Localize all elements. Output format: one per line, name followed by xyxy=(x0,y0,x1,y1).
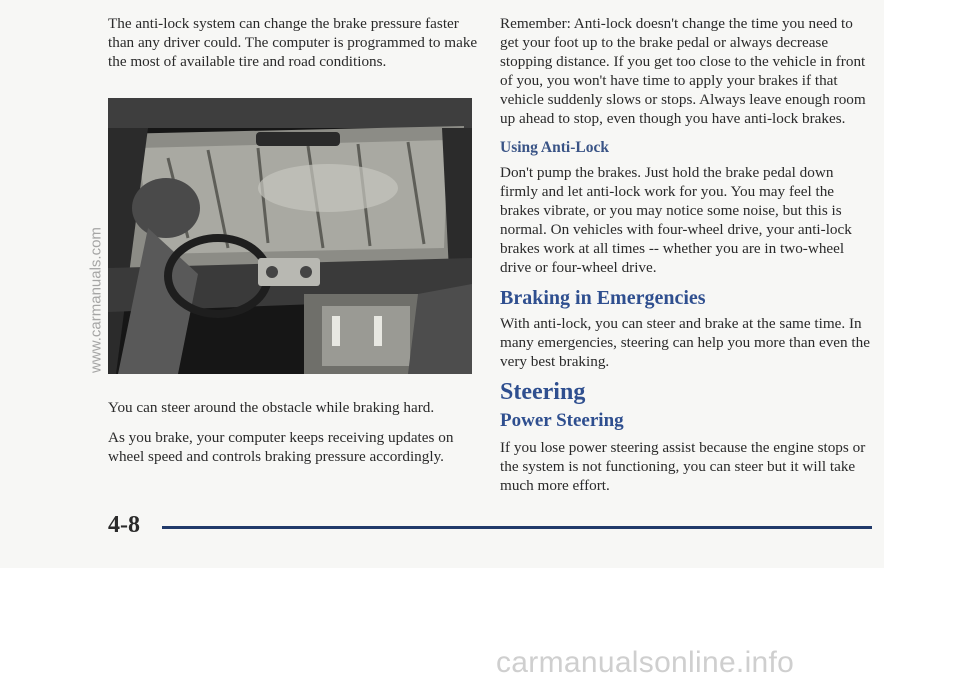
using-anti-lock-paragraph: Don't pump the brakes. Just hold the brake pedal down firmly and let anti-lock work for you. You may feel the brakes vibrate, or you may notice some noise, but this is normal. On vehicles with four-wheel drive, your anti-lock brakes work at all times -- whether you are in two-wheel drive or four-wheel drive. xyxy=(500,164,852,276)
remember-paragraph: Remember: Anti-lock doesn't change the time you need to get your foot up to the brake pedal or always decrease stopping distance. If you get too close to the vehicle in front of you, you won't have time to apply your brakes if that vehicle suddenly slows or stops. Always leave enough room up ahead to stop, even though you have anti-lock brakes. xyxy=(500,15,866,127)
dashboard-photo-illustration xyxy=(108,98,472,374)
power-steering-paragraph: If you lose power steering assist because the engine stops or the system is not functioning, you can steer but it will take much more effort. xyxy=(500,439,866,494)
left-column xyxy=(108,14,480,71)
side-watermark: www.carmanuals.com xyxy=(87,227,105,373)
photo-caption xyxy=(108,398,480,417)
photo-caption-text: You can steer around the obstacle while braking hard. xyxy=(108,399,435,416)
intro-paragraph: The anti-lock system can change the brake pressure faster than any driver could. The computer is programmed to make the most of available tire and road conditions. xyxy=(108,15,478,70)
braking-emergencies-heading: Braking in Emergencies xyxy=(500,287,706,309)
page-number: 4-8 xyxy=(108,512,140,538)
using-anti-lock-heading: Using Anti-Lock xyxy=(500,139,609,156)
dashboard-photo xyxy=(108,98,472,374)
left-paragraph-2 xyxy=(108,428,480,466)
steering-heading: Steering xyxy=(500,379,586,405)
right-column xyxy=(500,14,872,495)
footer-rule xyxy=(162,526,872,529)
site-watermark: carmanualsonline.info xyxy=(496,646,795,679)
wheel-speed-paragraph: As you brake, your computer keeps receiving updates on wheel speed and controls braking pressure accordingly. xyxy=(108,429,454,465)
braking-emergencies-paragraph: With anti-lock, you can steer and brake at the same time. In many emergencies, steering can help you more than even the very best braking. xyxy=(500,315,870,370)
power-steering-heading: Power Steering xyxy=(500,410,624,431)
